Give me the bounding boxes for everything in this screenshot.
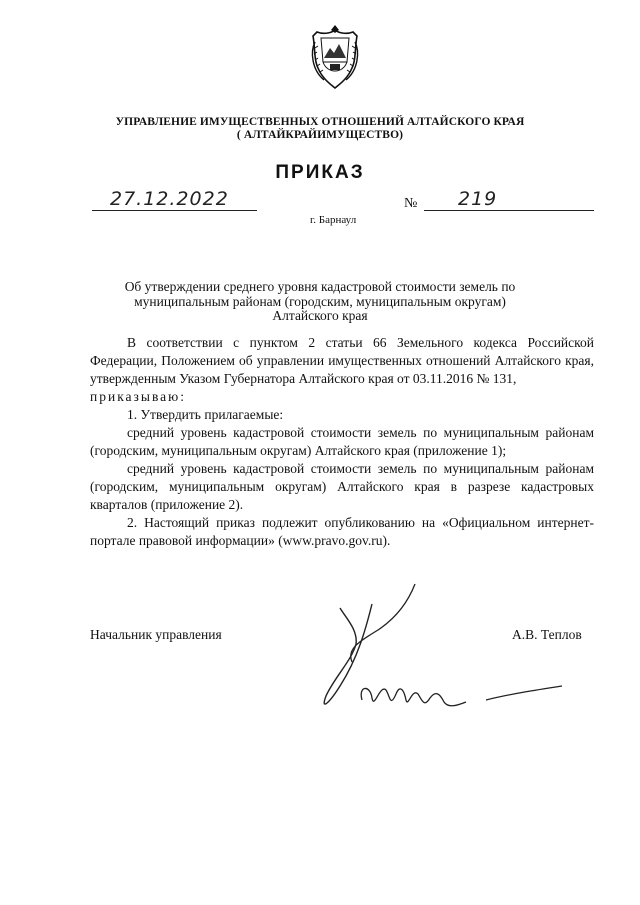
- order-date: 27.12.2022: [110, 188, 229, 210]
- org-short-name: ( АЛТАЙКРАЙИМУЩЕСТВО): [236, 129, 404, 141]
- order-number: 219: [458, 188, 498, 210]
- document-type: ПРИКАЗ: [275, 162, 365, 183]
- org-name: УПРАВЛЕНИЕ ИМУЩЕСТВЕННЫХ ОТНОШЕНИЙ АЛТАЙСКОГО КРАЯ: [115, 116, 525, 128]
- subject-line-1: Об утверждении среднего уровня кадастровой стоимости земель по: [124, 279, 516, 294]
- signatory-position: Начальник управления: [90, 627, 222, 642]
- order-word: приказываю:: [90, 389, 186, 404]
- city: г. Барнаул: [310, 214, 357, 226]
- signatory-name: А.В. Теплов: [512, 627, 582, 642]
- order-subject: [100, 280, 540, 324]
- number-underline: [424, 210, 594, 211]
- item-1: 1. Утвердить прилагаемые:: [127, 407, 284, 422]
- order-body: [90, 334, 594, 550]
- number-label: №: [404, 196, 418, 211]
- item-2: 2. Настоящий приказ подлежит опубликованию на «Официальном интернет-портале правовой информации» (www.pravo.gov.ru).: [90, 515, 594, 548]
- coat-of-arms-icon: [300, 22, 370, 92]
- subject-line-3: Алтайского края: [272, 308, 368, 323]
- subject-line-2: муниципальным районам (городским, муниципальным округам): [134, 293, 506, 309]
- preamble: В соответствии с пунктом 2 статьи 66 Земельного кодекса Российской Федерации, Положением об управлении имущественных отношений Алтайского края, утвержденным Указом Губернатора Алтайского края от 03.11.2016 № 131,: [90, 335, 594, 386]
- date-underline: [92, 210, 257, 211]
- handwritten-signature: [300, 578, 580, 728]
- item-1a: средний уровень кадастровой стоимости земель по муниципальным районам (городским, муниципальным округам) Алтайского края (приложение 1);: [90, 425, 594, 458]
- item-1b: средний уровень кадастровой стоимости земель по муниципальным районам (городским, муниципальным округам) Алтайского края в разрезе кадастровых кварталов (приложение 2).: [90, 461, 594, 512]
